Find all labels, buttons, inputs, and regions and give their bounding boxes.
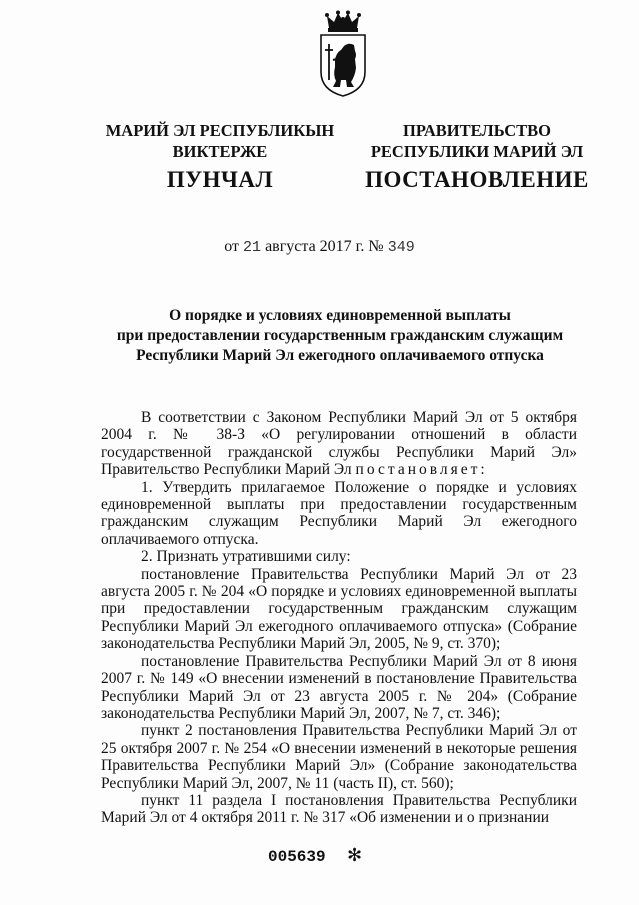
header-right-line2: РЕСПУБЛИКИ МАРИЙ ЭЛ <box>370 142 584 161</box>
header-right-kind: ПОСТАНОВЛЕНИЕ <box>365 167 589 192</box>
preamble-text: В соответствии с Законом Республики Марий Эл от 5 октября 2004 г. № 38-З «О регулировании отношений в области государственной гражданской службы Республики Марий Эл» Правительство Республики Марий Эл <box>101 409 577 479</box>
header-right-line1: ПРАВИТЕЛЬСТВО <box>403 121 551 140</box>
header-left-line2: ВИКТЕРЖЕ <box>172 142 268 161</box>
date-month-year: августа 2017 г. № <box>265 238 384 255</box>
paragraph-preamble <box>101 409 577 479</box>
header-mari-side <box>95 120 345 190</box>
paragraph-item-1: 1. Утвердить прилагаемое Положение о порядке и условиях единовременной выплаты при предоставлении государственным гражданским служащим Республики Марий Эл ежегодного оплачиваемого отпуска. <box>101 478 577 548</box>
date-prefix: от <box>224 238 240 255</box>
paragraph-repeal-3: пункт 2 постановления Правительства Республики Марий Эл от 25 октября 2007 г. № 254 «О внесении изменений в некоторые решения Правительства Республики Марий Эл» (Собрание законодательства Республики Марий Эл, 2007, № 11 (часть II), ст. 560); <box>101 722 577 792</box>
paragraph-repeal-1: постановление Правительства Республики Марий Эл от 23 августа 2005 г. № 204 «О порядке и условиях единовременной выплаты при предоставлении государственным гражданским служащим Республики Марий Эл ежегодного оплачиваемого отпуска» (Собрание законодательства Республики Марий Эл, 2005, № 9, ст. 370); <box>101 565 577 653</box>
document-date-line <box>0 238 639 256</box>
form-serial-number: 005639 <box>268 848 326 866</box>
document-subject <box>80 306 600 366</box>
coat-of-arms-icon <box>311 10 375 100</box>
coat-of-arms-emblem <box>311 10 375 100</box>
document-body <box>101 409 577 827</box>
subject-line1: О порядке и условиях единовременной выплаты <box>169 307 511 324</box>
paragraph-item-2: 2. Признать утратившими силу: <box>141 548 351 566</box>
header-left-line1: МАРИЙ ЭЛ РЕСПУБЛИКЫН <box>105 121 335 140</box>
subject-line2: при предоставлении государственным гражданским служащим <box>116 327 564 344</box>
form-mark-icon: ✻ <box>347 845 363 865</box>
paragraph-repeal-2: постановление Правительства Республики Марий Эл от 8 июня 2007 г. № 149 «О внесении изменений в постановление Правительства Республики Марий Эл от 23 августа 2005 г. № 204» (Собрание законодательства Республики Марий Эл, 2007, № 7, ст. 346); <box>101 652 577 722</box>
subject-line3: Республики Марий Эл ежегодного оплачиваемого отпуска <box>136 347 544 364</box>
date-day: 21 <box>243 239 262 256</box>
paragraph-repeal-4: пункт 11 раздела I постановления Правительства Республики Марий Эл от 4 октября 2011 г. № 317 «Об изменении и о признании <box>101 791 577 827</box>
header-left-kind: ПУНЧАЛ <box>166 167 274 192</box>
document-number: 349 <box>387 239 415 256</box>
preamble-decree-word: постановляет: <box>355 461 488 479</box>
header-russian-side <box>352 120 602 190</box>
